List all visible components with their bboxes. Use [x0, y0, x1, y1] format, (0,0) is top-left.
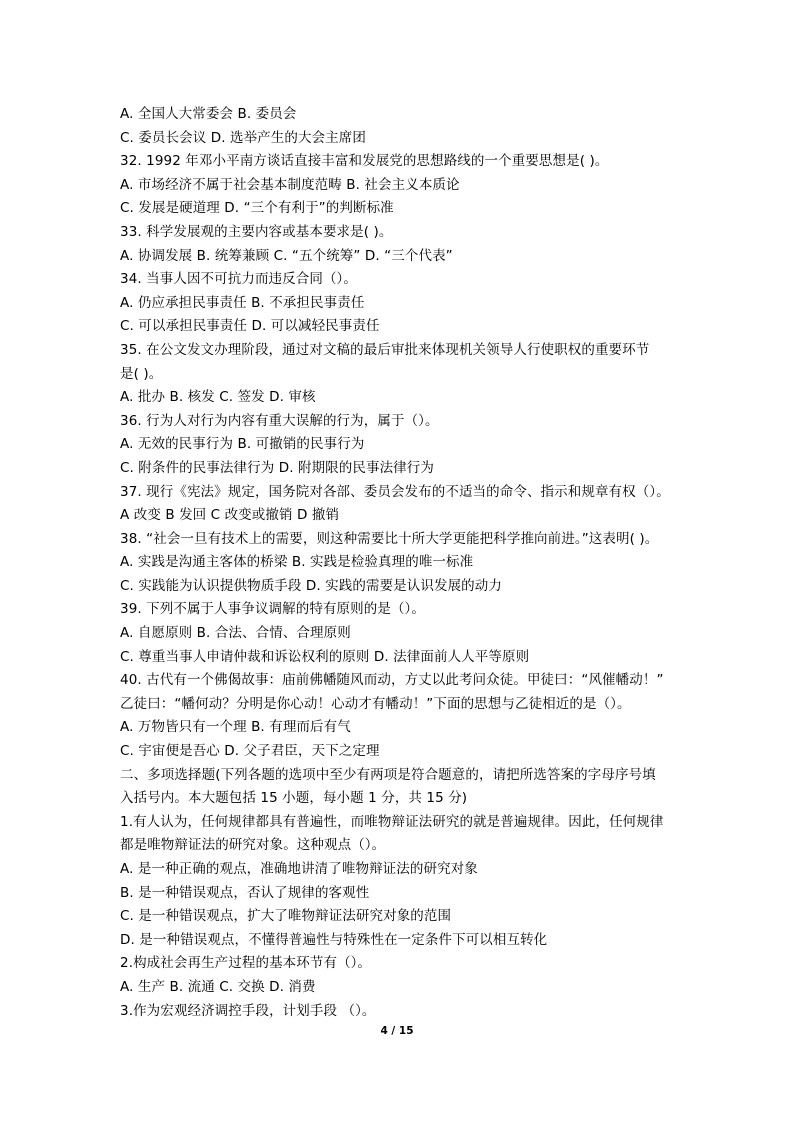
text-line: C. 宇宙便是吾心 D. 父子君臣，天下之定理: [120, 743, 380, 760]
text-line: A. 市场经济不属于社会基本制度范畴 B. 社会主义本质论: [120, 176, 460, 193]
text-line: C. 尊重当事人申请仲裁和诉讼权利的原则 D. 法律面前人人平等原则: [120, 648, 530, 665]
text-line: C. 实践能为认识提供物质手段 D. 实践的需要是认识发展的动力: [120, 577, 502, 594]
text-line: C. 发展是硬道理 D. “三个有利于”的判断标准: [120, 200, 394, 217]
text-line: C. 是一种错误观点，扩大了唯物辩证法研究对象的范围: [120, 908, 452, 925]
text-line: A. 实践是沟通主客体的桥梁 B. 实践是检验真理的唯一标准: [120, 554, 474, 571]
text-line: A. 是一种正确的观点，准确地讲清了唯物辩证法的研究对象: [120, 861, 478, 877]
text-line: A 改变 B 发回 C 改变或撤销 D 撤销: [120, 507, 340, 524]
document-body: [120, 103, 680, 1023]
text-line: 入括号内。本大题包括 15 小题，每小题 1 分，共 15 分): [120, 790, 468, 807]
text-line: 40. 古代有一个佛偈故事：庙前佛幡随风而动，方丈以此考问众徒。甲徒曰：“风催幡动！”: [120, 672, 664, 689]
text-line: 38. “社会一旦有技术上的需要，则这种需要比十所大学更能把科学推向前进。”这表明( )。: [120, 530, 659, 547]
text-line: A. 协调发展 B. 统筹兼顾 C. “五个统筹” D. “三个代表”: [120, 247, 453, 264]
text-line: 二、多项选择题(下列各题的选项中至少有两项是符合题意的，请把所选答案的字母序号填: [120, 766, 656, 783]
text-line: A. 全国人大常委会 B. 委员会: [120, 106, 297, 122]
text-line: C. 可以承担民事责任 D. 可以减轻民事责任: [120, 318, 380, 335]
text-line: 33. 科学发展观的主要内容或基本要求是( )。: [120, 223, 393, 240]
page-number: 4 / 15: [380, 1025, 414, 1037]
text-line: 都是唯物辩证法的研究对象。这种观点（）。: [120, 837, 386, 854]
text-line: A. 自愿原则 B. 合法、合情、合理原则: [120, 625, 351, 642]
text-line: 乙徒曰：“幡何动？分明是你心动！心动才有幡动！”下面的思想与乙徒相近的是（）。: [120, 695, 631, 712]
text-line: 32. 1992 年邓小平南方谈话直接丰富和发展党的思想路线的一个重要思想是( )。: [120, 153, 609, 170]
text-line: 35. 在公文发文办理阶段，通过对文稿的最后审批来体现机关领导人行使职权的重要环节: [120, 341, 650, 358]
text-line: A. 批办 B. 核发 C. 签发 D. 审核: [120, 389, 316, 406]
text-line: 是( )。: [120, 365, 163, 382]
text-line: 3.作为宏观经济调控手段，计划手段 （）。: [120, 1002, 376, 1019]
text-line: 2.构成社会再生产过程的基本环节有（）。: [120, 955, 372, 972]
text-line: A. 生产 B. 流通 C. 交换 D. 消费: [120, 978, 316, 995]
text-line: A. 仍应承担民事责任 B. 不承担民事责任: [120, 294, 365, 311]
text-line: C. 委员长会议 D. 选举产生的大会主席团: [120, 129, 366, 146]
text-line: D. 是一种错误观点，不懂得普遍性与特殊性在一定条件下可以相互转化: [120, 931, 548, 948]
text-line: 1.有人认为，任何规律都具有普遍性，而唯物辩证法研究的就是普遍规律。因此，任何规律: [120, 813, 664, 830]
text-line: 39. 下列不属于人事争议调解的特有原则的是（）。: [120, 601, 426, 618]
text-line: 36. 行为人对行为内容有重大误解的行为，属于（）。: [120, 412, 439, 429]
text-line: C. 附条件的民事法律行为 D. 附期限的民事法律行为: [120, 459, 434, 476]
text-line: A. 万物皆只有一个理 B. 有理而后有气: [120, 719, 351, 736]
text-line: A. 无效的民事行为 B. 可撤销的民事行为: [120, 436, 365, 453]
text-line: 37. 现行《宪法》规定，国务院对各部、委员会发布的不适当的命令、指示和规章有权（）。: [120, 483, 670, 500]
text-line: B. 是一种错误观点，否认了规律的客观性: [120, 884, 370, 901]
text-line: 34. 当事人因不可抗力而违反合同（）。: [120, 271, 358, 288]
